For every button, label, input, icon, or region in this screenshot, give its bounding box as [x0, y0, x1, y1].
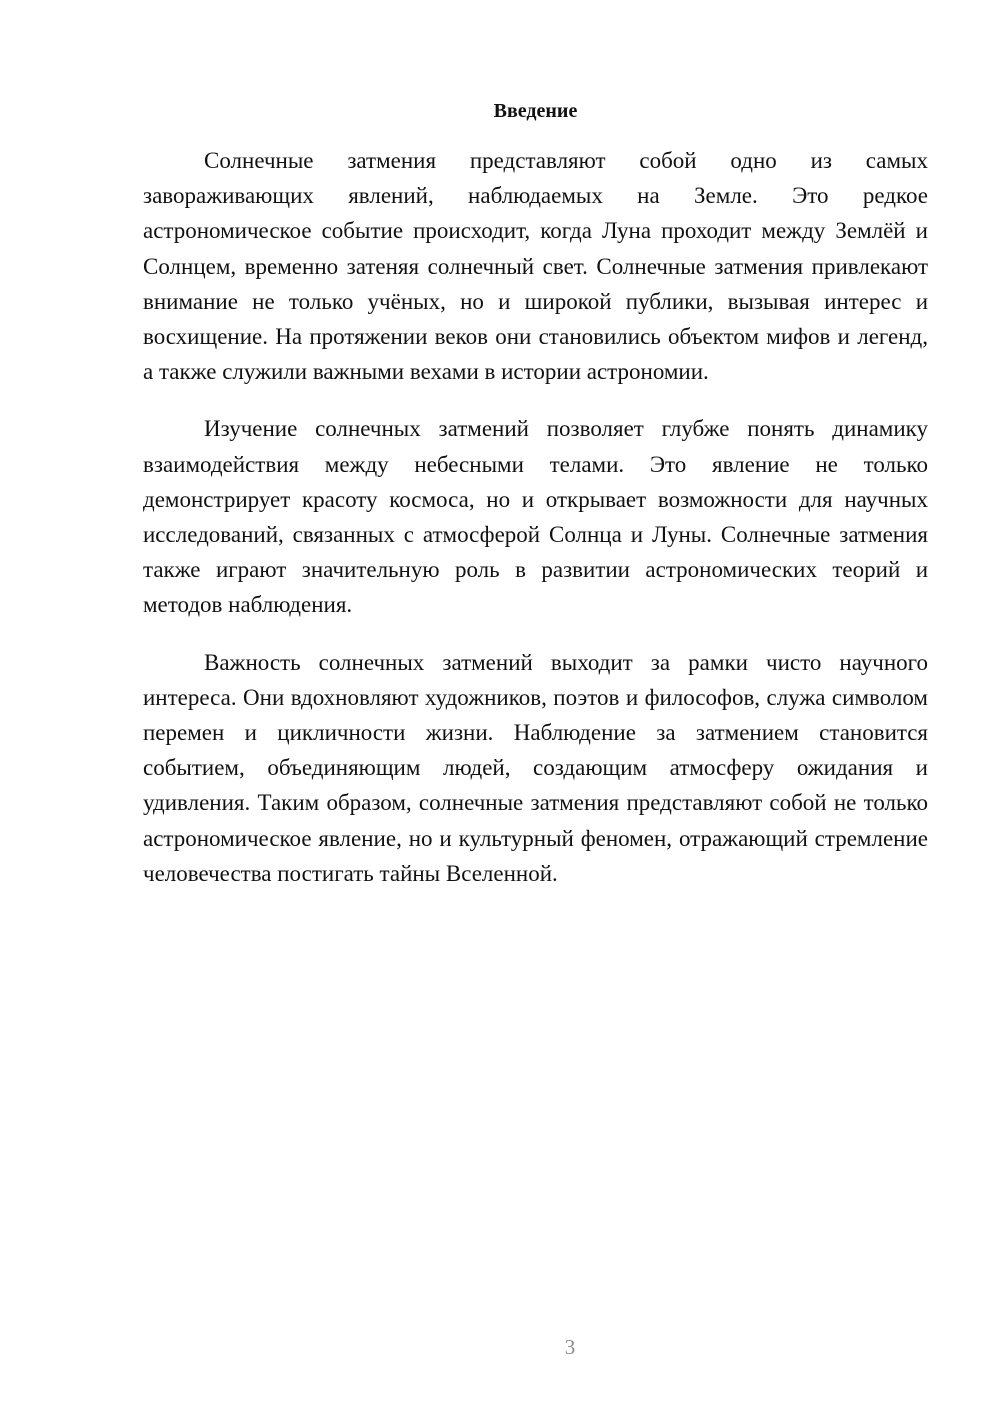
page-number: [70, 1333, 1000, 1361]
body-text: [143, 143, 928, 913]
section-heading: Введение: [493, 100, 578, 122]
paragraph-3: Важность солнечных затмений выходит за рамки чисто научного интереса. Они вдохновляют художников, поэтов и философов, служа символом перемен и цикличности жизни. Наблюдение за затмением становится событием, объединяющим людей, создающим атмосферу ожидания и удивления. Таким образом, солнечные затмения представляют собой не только астрономическое явление, но и культурный феномен, отражающий стремление человечества постигать тайны Вселенной.: [143, 649, 928, 886]
paragraph-1: Солнечные затмения представляют собой одно из самых завораживающих явлений, наблюдаемых на Земле. Это редкое астрономическое событие происходит, когда Луна проходит между Землёй и Солнцем, временно затеняя солнечный свет. Солнечные затмения привлекают внимание не только учёных, но и широкой публики, вызывая интерес и восхищение. На протяжении веков они становились объектом мифов и легенд, а также служили важными вехами в истории астрономии.: [143, 148, 928, 385]
page-number-label: 3: [564, 1335, 576, 1359]
paragraph-2: Изучение солнечных затмений позволяет глубже понять динамику взаимодействия между небесными телами. Это явление не только демонстрирует красоту космоса, но и открывает возможности для научных исследований, связанных с атмосферой Солнца и Луны. Солнечные затмения также играют значительную роль в развитии астрономических теорий и методов наблюдения.: [143, 416, 928, 618]
